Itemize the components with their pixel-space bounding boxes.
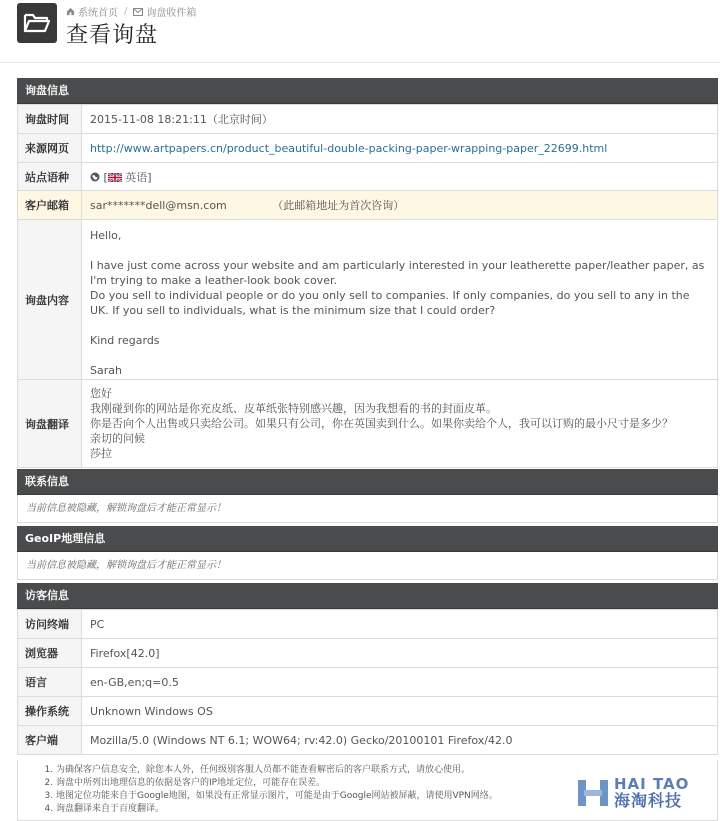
value-inquiry-content xyxy=(82,220,718,380)
value-visitor-client: Mozilla/5.0 (Windows NT 6.1; WOW64; rv:42.0) Gecko/20100101 Firefox/42.0 xyxy=(82,726,718,755)
value-inquiry-translation xyxy=(82,380,718,468)
haitao-watermark xyxy=(576,770,716,816)
breadcrumb-inbox-link[interactable]: 询盘收件箱 xyxy=(146,8,197,19)
translation-line: 莎拉 xyxy=(90,447,112,460)
row-visitor-language xyxy=(18,668,718,697)
breadcrumb xyxy=(66,4,196,19)
content-line xyxy=(90,348,708,363)
haitao-logo-icon xyxy=(576,776,610,810)
value-inquiry-time: 2015-11-08 18:21:11（北京时间） xyxy=(82,105,718,134)
label-site-language: 站点语种 xyxy=(18,163,82,191)
content-line: Kind regards xyxy=(90,334,160,347)
section-geoip-title: GeoIP地理信息 xyxy=(17,526,718,552)
page-header xyxy=(0,0,720,63)
watermark-brand-en: HAI TAO xyxy=(614,775,690,793)
email-first-inquiry-note: （此邮箱地址为首次咨询） xyxy=(272,199,405,212)
section-visitor-title: 访客信息 xyxy=(17,583,718,609)
page-title: 查看询盘 xyxy=(66,23,159,48)
section-inquiry-title: 询盘信息 xyxy=(17,78,718,104)
label-visitor-device: 访问终端 xyxy=(18,610,82,639)
row-inquiry-content xyxy=(18,220,718,380)
content-line: Do you sell to individual people or do you only sell to companies. If only companies, do you sell to any in the UK. If you sell to individuals, what is the minimum size that I could order? xyxy=(90,289,690,317)
content-line xyxy=(90,243,708,258)
row-visitor-browser xyxy=(18,639,718,668)
content-line: Hello, xyxy=(90,229,122,242)
label-customer-email: 客户邮箱 xyxy=(18,191,82,220)
inquiry-table xyxy=(17,104,718,468)
folder-open-icon xyxy=(17,3,57,43)
row-site-language xyxy=(18,163,718,191)
content-line: Sarah xyxy=(90,364,122,377)
translation-line: 你是否向个人出售或只卖给公司。如果只有公司，你在英国卖到什么。如果你卖给个人，我可以订购的最小尺寸是多少？ xyxy=(90,417,673,430)
source-page-link[interactable]: http://www.artpapers.cn/product_beautiful-double-packing-paper-wrapping-paper_22699.html xyxy=(90,141,608,155)
site-language-text: 英语] xyxy=(125,170,152,184)
contact-panel xyxy=(17,469,718,523)
visitor-table xyxy=(17,609,718,755)
row-visitor-os xyxy=(18,697,718,726)
row-source-page xyxy=(18,134,718,163)
value-visitor-browser: Firefox[42.0] xyxy=(82,639,718,668)
label-inquiry-time: 询盘时间 xyxy=(18,105,82,134)
label-visitor-language: 语言 xyxy=(18,668,82,697)
value-visitor-os: Unknown Windows OS xyxy=(82,697,718,726)
visitor-panel xyxy=(17,583,718,755)
note-item: 1. 为确保客户信息安全，除您本人外，任何级别客服人员都不能查看解密后的客户联系方式，请放心使用。 xyxy=(56,764,717,777)
translation-line: 亲切的问候 xyxy=(90,432,145,445)
row-inquiry-time xyxy=(18,105,718,134)
value-visitor-language: en-GB,en;q=0.5 xyxy=(82,668,718,697)
envelope-icon xyxy=(133,8,143,16)
geoip-hidden-note: 当前信息被隐藏，解锁询盘后才能正常显示！ xyxy=(17,552,718,580)
translation-line: 我刚碰到你的网站是你充皮纸、皮革纸张特别感兴趣，因为我想看的书的封面皮革。 xyxy=(90,402,497,415)
note-item: 3. 地图定位功能来自于Google地图，如果没有正常显示图片，可能是由于Google网站被屏蔽，请使用VPN网络。 xyxy=(56,790,717,803)
watermark-brand-cn: 海淘科技 xyxy=(614,791,683,810)
row-visitor-client xyxy=(18,726,718,755)
breadcrumb-separator: / xyxy=(124,6,128,17)
label-inquiry-translation: 询盘翻译 xyxy=(18,380,82,468)
row-visitor-device xyxy=(18,610,718,639)
label-inquiry-content: 询盘内容 xyxy=(18,220,82,380)
globe-icon xyxy=(90,172,100,182)
label-visitor-os: 操作系统 xyxy=(18,697,82,726)
value-customer-email: sar*******dell@msn.com xyxy=(90,199,227,212)
value-visitor-device: PC xyxy=(82,610,718,639)
site-language-bracket: [ xyxy=(103,170,108,184)
label-visitor-client: 客户端 xyxy=(18,726,82,755)
inquiry-panel xyxy=(17,78,718,468)
contact-hidden-note: 当前信息被隐藏，解锁询盘后才能正常显示！ xyxy=(17,495,718,523)
value-site-language xyxy=(82,163,718,191)
label-source-page: 来源网页 xyxy=(18,134,82,163)
content-line: I have just come across your website and am particularly interested in your leatherette paper/leather paper, as I'm trying to make a leather-look book cover. xyxy=(90,259,705,287)
row-customer-email xyxy=(18,191,718,220)
translation-line: 您好 xyxy=(90,387,112,400)
breadcrumb-home-link[interactable]: 系统首页 xyxy=(78,8,118,19)
home-icon xyxy=(66,7,75,16)
label-visitor-browser: 浏览器 xyxy=(18,639,82,668)
row-inquiry-translation xyxy=(18,380,718,468)
geoip-panel xyxy=(17,526,718,580)
uk-flag-icon xyxy=(108,173,122,182)
content-line xyxy=(90,318,708,333)
note-item: 2. 询盘中所列出地理信息的依据是客户的IP地址定位，可能存在误差。 xyxy=(56,777,717,790)
note-item: 4. 询盘翻译来自于百度翻译。 xyxy=(56,803,717,816)
section-contact-title: 联系信息 xyxy=(17,469,718,495)
